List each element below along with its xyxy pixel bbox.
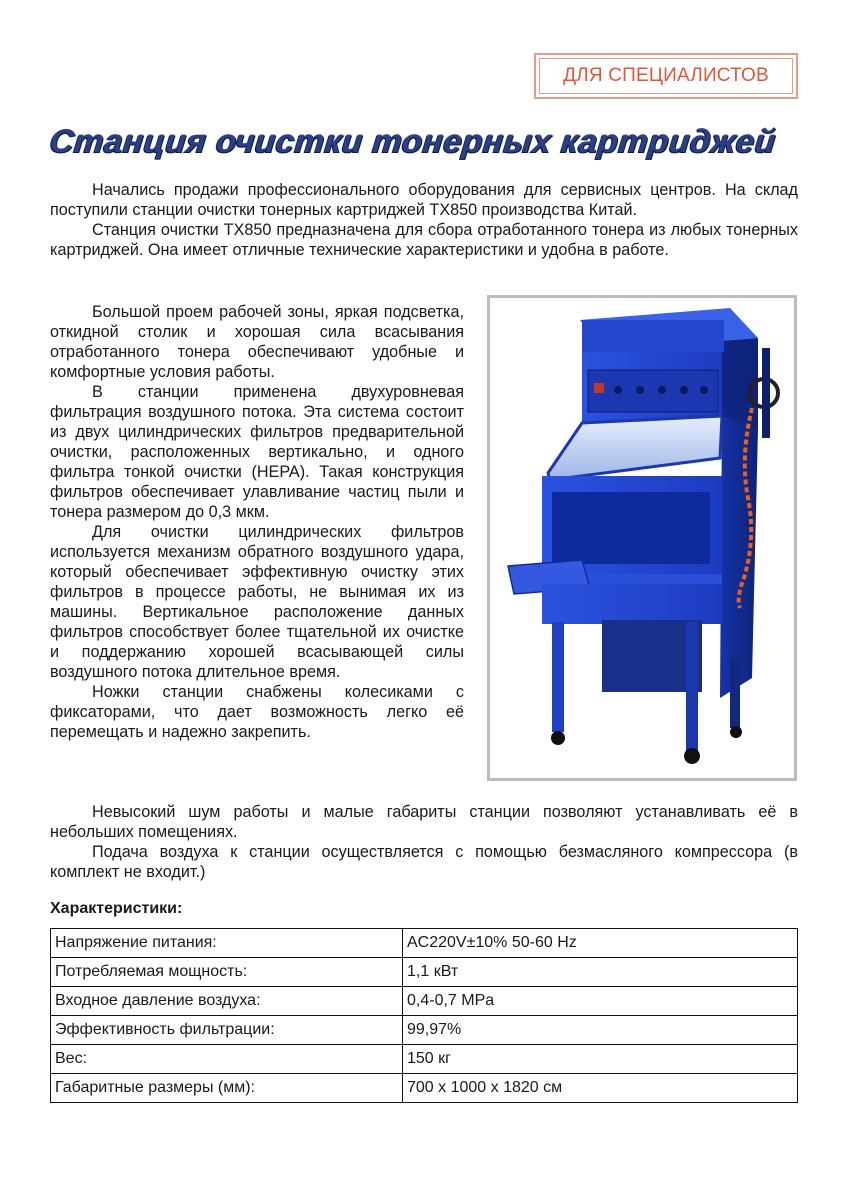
category-badge: [534, 53, 798, 99]
page-title: Станция очистки тонерных картриджей: [48, 122, 778, 159]
paragraph: Подача воздуха к станции осуществляется с помощью безмасляного компрессора (в комплект не входит.): [50, 843, 798, 881]
cleaning-station-illustration: [490, 298, 794, 778]
paragraph: В станции применена двухуровневая фильтрация воздушного потока. Эта система состоит из двух цилиндрических фильтров предварительной очистки, расположенных вертикально, и одного фильтра тонкой очистки (HEPA). Такая конструкция фильтров обеспечивает улавливание частиц пыли и тонера размером до 0,3 мкм.: [50, 383, 464, 521]
table-row: [51, 987, 798, 1016]
spec-value: AC220V±10% 50-60 Hz: [403, 929, 798, 958]
spec-value: 1,1 кВт: [403, 958, 798, 987]
specs-table: [50, 928, 798, 1103]
intro-text: [50, 180, 798, 260]
paragraph: Начались продажи профессионального оборудования для сервисных центров. На склад поступили станции очистки тонерных картриджей TX850 производства Китай.: [50, 181, 798, 219]
spec-value: 700 x 1000 x 1820 см: [403, 1074, 798, 1103]
spec-label: Вес:: [51, 1045, 403, 1074]
badge-label: ДЛЯ СПЕЦИАЛИСТОВ: [563, 65, 769, 86]
spec-label: Габаритные размеры (мм):: [51, 1074, 403, 1103]
table-row: [51, 1045, 798, 1074]
paragraph: Невысокий шум работы и малые габариты станции позволяют устанавливать её в небольших помещениях.: [50, 803, 798, 841]
table-row: [51, 1016, 798, 1045]
spec-label: Входное давление воздуха:: [51, 987, 403, 1016]
product-photo: [487, 295, 797, 781]
table-row: [51, 929, 798, 958]
side-text: [50, 302, 464, 742]
paragraph: Для очистки цилиндрических фильтров используется механизм обратного воздушного удара, который обеспечивает эффективную очистку этих фильтров в процессе работы, не вынимая их из машины. Вертикальное расположение данных фильтров способствует более тщательной их очистке и поддержанию хорошей всасывающей силы воздушного потока длительное время.: [50, 523, 464, 681]
spec-value: 0,4-0,7 MPa: [403, 987, 798, 1016]
spec-label: Напряжение питания:: [51, 929, 403, 958]
spec-value: 99,97%: [403, 1016, 798, 1045]
spec-label: Потребляемая мощность:: [51, 958, 403, 987]
spec-label: Эффективность фильтрации:: [51, 1016, 403, 1045]
spec-value: 150 кг: [403, 1045, 798, 1074]
paragraph: Ножки станции снабжены колесиками с фиксаторами, что дает возможность легко её перемещать и надежно закрепить.: [50, 683, 464, 741]
specs-heading: Характеристики:: [50, 900, 183, 917]
table-row: [51, 1074, 798, 1103]
paragraph: Большой проем рабочей зоны, яркая подсветка, откидной столик и хорошая сила всасывания отработанного тонера обеспечивают удобные и комфортные условия работы.: [50, 303, 464, 381]
paragraph: Станция очистки TX850 предназначена для сбора отработанного тонера из любых тонерных картриджей. Она имеет отличные технические характеристики и удобна в работе.: [50, 221, 798, 259]
table-row: [51, 958, 798, 987]
tail-text: [50, 802, 798, 882]
